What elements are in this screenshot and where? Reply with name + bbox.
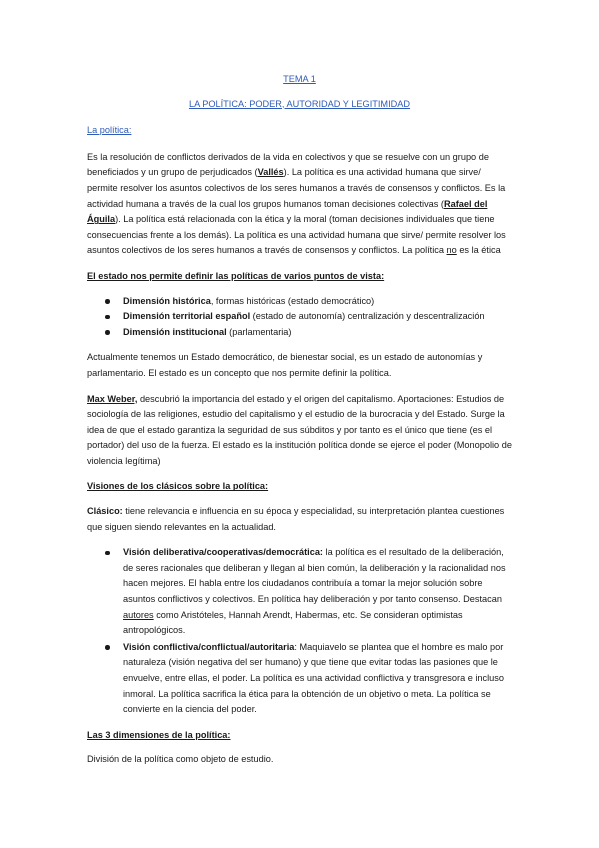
item-underline: autores	[123, 609, 154, 620]
term-clasico: Clásico:	[87, 506, 123, 517]
item-label: Dimensión institucional	[123, 326, 227, 337]
text-run: tiene relevancia e influencia en su época y especialidad, su interpretación plantea cuestiones que siguen siendo relevantes en la actualidad.	[87, 506, 505, 532]
text-run: es la ética	[456, 245, 501, 256]
text-run: descubrió la importancia del estado y el origen del capitalismo. Aportaciones: Estudios de sociología de las religiones, estudio del capitalismo y el estudio de la burocracia y del Estado. Surge la idea de que el estado garantiza la seguridad de sus súbditos y por tanto es el único que tiene (es el portador) del uso de la fuerza. El estado es la institución política donde se ejerce el poder (Monopolio de violencia legítima)	[87, 393, 512, 466]
item-label: Dimensión territorial español	[123, 311, 251, 322]
paragraph-definicion	[87, 150, 512, 259]
dimensiones-list	[87, 294, 512, 341]
document-tema: TEMA 1	[283, 74, 316, 84]
author-aguila: Rafael del Águila	[87, 198, 488, 225]
item-text: la política es el resultado de la deliberación, de seres racionales que deliberan y llegan al bien común, la deliberación y la racionalidad nos hacen mejores. El habla entre los ciudadanos contribuía a tomar la mejor solución sobre asuntos conflictivos y colectivos. En política hay deliberación y por tanto consenso. Destacan	[123, 547, 506, 605]
item-text: como Aristóteles, Hannah Arendt, Habermas, etc. Se consideran optimistas antropológicos.	[123, 609, 463, 636]
text-run: ). La política es una actividad humana que sirve/ permite resolver los asuntos colectivos de los seres humanos a través de consensos y conflictos. Es la actividad humana a través de la cual los grupos humanos toman decisiones colectivas (	[87, 167, 506, 209]
list-item	[87, 309, 512, 325]
paragraph-clasico	[87, 504, 512, 535]
section-heading-politica: La política:	[87, 125, 132, 136]
emphasis-no: no	[446, 245, 457, 256]
paragraph-division: División de la política como objeto de estudio.	[87, 754, 274, 765]
document-title: LA POLÍTICA: PODER, AUTORIDAD Y LEGITIMIDAD	[188, 98, 411, 109]
list-item	[87, 294, 512, 310]
item-label: Dimensión histórica	[123, 295, 211, 306]
item-text: (parlamentaria)	[226, 326, 292, 337]
list-item	[87, 325, 512, 341]
text-run: ). La política está relacionada con la ética y la moral (toman decisiones individuales que tiene consecuencias frente a los demás). La política es una actividad humana que sirve/ permite resolver los asuntos colectivos de los seres humanos a través de consensos y conflictos. La política	[87, 214, 506, 256]
section-heading-dimensiones: Las 3 dimensiones de la política:	[87, 729, 231, 740]
section-heading-clasicos: Visiones de los clásicos sobre la política:	[87, 481, 269, 492]
item-text: , formas históricas (estado democrático)	[210, 295, 375, 306]
author-valles: Vallés	[257, 167, 284, 178]
item-text: : Maquiavelo se plantea que el hombre es malo por naturaleza (visión negativa del ser humano) y que tiene que evitar todas las pasiones que le envuelve, entre ellas, el poder. La política es una actividad conflictiva y transgresora e incluso inmoral. La política sacrifica la ética para la obtención de un objetivo o meta. La política se convierte en la ciencia del poder.	[123, 641, 504, 715]
item-label: Visión deliberativa/cooperativas/democrática:	[123, 547, 323, 558]
visiones-list	[87, 545, 512, 718]
item-label: Visión conflictiva/conflictual/autoritaria	[123, 641, 295, 652]
list-item	[87, 545, 512, 639]
list-item	[87, 640, 512, 718]
author-weber: Max Weber,	[87, 393, 138, 404]
paragraph-estado-actual: Actualmente tenemos un Estado democrático, de bienestar social, es un estado de autonomías y parlamentario. El estado es un concepto que nos permite definir la política.	[87, 352, 483, 378]
item-text: (estado de autonomía) centralización y descentralización	[250, 311, 485, 322]
section-heading-estado: El estado nos permite definir las políticas de varios puntos de vista:	[87, 270, 385, 281]
paragraph-weber	[87, 392, 512, 470]
text-run: Es la resolución de conflictos derivados de la vida en colectivos y que se resuelve con un grupo de beneficiados y un grupo de perjudicados (	[87, 151, 489, 178]
